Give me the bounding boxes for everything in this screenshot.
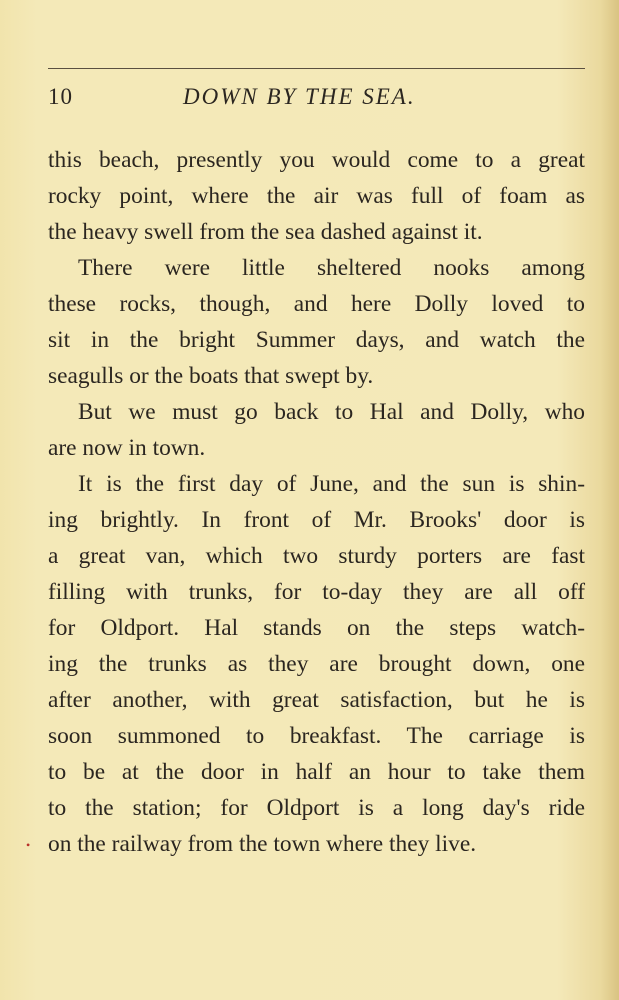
text-line: ing brightly. In front of Mr. Brooks' door is xyxy=(48,507,585,533)
text-line: after another, with great satisfaction, but he is xyxy=(48,687,585,713)
text-line: to be at the door in half an hour to take them xyxy=(48,759,585,785)
text-line: seagulls or the boats that swept by. xyxy=(48,363,374,389)
text-line: But we must go back to Hal and Dolly, who xyxy=(78,399,585,425)
text-line: the heavy swell from the sea dashed against it. xyxy=(48,219,483,245)
text-line: rocky point, where the air was full of foam as xyxy=(48,183,585,209)
body-text xyxy=(48,142,585,862)
text-line: this beach, presently you would come to a great xyxy=(48,147,585,173)
text-line: these rocks, though, and here Dolly loved to xyxy=(48,291,585,317)
text-line: for Oldport. Hal stands on the steps watch- xyxy=(48,615,585,641)
text-line: a great van, which two sturdy porters are fast xyxy=(48,543,585,569)
text-line: soon summoned to breakfast. The carriage is xyxy=(48,723,585,749)
margin-mark: • xyxy=(26,838,31,852)
text-line: ing the trunks as they are brought down, one xyxy=(48,651,585,677)
header-rule xyxy=(48,68,585,69)
text-line: to the station; for Oldport is a long day's ride xyxy=(48,795,585,821)
running-title: DOWN BY THE SEA. xyxy=(183,84,416,109)
text-line: on the railway from the town where they live. xyxy=(48,831,477,857)
text-line: are now in town. xyxy=(48,435,206,461)
running-head xyxy=(48,84,585,114)
page-number: 10 xyxy=(48,84,73,109)
text-line: There were little sheltered nooks among xyxy=(78,255,585,281)
text-line: sit in the bright Summer days, and watch the xyxy=(48,327,585,353)
text-line: It is the first day of June, and the sun is shin- xyxy=(78,471,585,497)
text-line: filling with trunks, for to-day they are all off xyxy=(48,579,585,605)
